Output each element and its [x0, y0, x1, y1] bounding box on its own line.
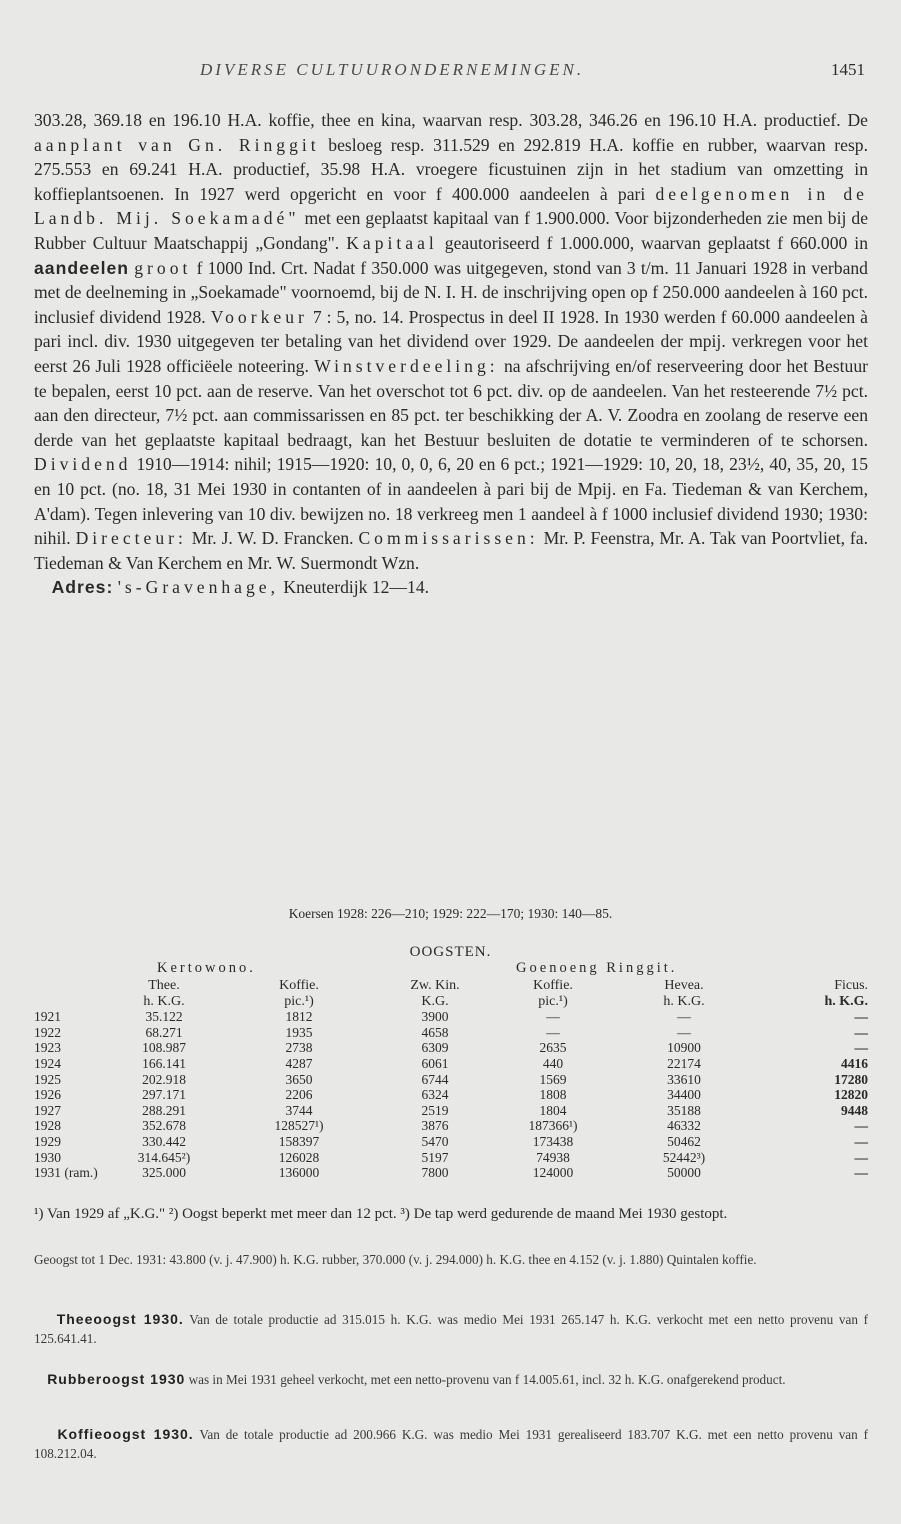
table-cell: 352.678: [142, 1118, 186, 1134]
table-cell: —: [677, 1009, 691, 1025]
table-row: [34, 1009, 868, 1025]
row-year: 1922: [34, 1024, 61, 1040]
table-cell: 187366¹): [528, 1118, 578, 1134]
spaced-term-winstverdeeling: Winstverdeeling:: [314, 355, 499, 376]
table-cell: 6061: [421, 1055, 449, 1071]
table-cell: 325.000: [142, 1165, 186, 1181]
table-cell: —: [854, 1040, 869, 1056]
main-paragraph: [34, 108, 868, 600]
text-run: 7 : 5, no. 14. Prospectus in deel II 1928. In 1930 werden f 60.000 aandeelen à pari incl. div. 1930 uitgegeven ter betaling van het dividend over 1929. De aandeelen der mpij. verkregen voor het eerst 26 Juli 1928 officiëele noteering.: [34, 306, 868, 376]
table-cell: 4658: [421, 1024, 449, 1040]
table-cell: 50000: [667, 1165, 701, 1181]
row-year: 1921: [34, 1009, 61, 1025]
text-run: na afschrijving en/of reserveering door het Bestuur te bepalen, eerst 10 pct. aan de reserve. Van het overschot tot 6 pct. div. op de aandeelen. Van het resteerende 7½ pct. aan den directeur, 7½ pct. aan commissarissen en 85 pct. ter beschikking der A. V. Zoodra en zoolang de reserve een derde van het geplaatste kapitaal bedraagt, kan het Bestuur besluiten de dotatie te verminderen of te schorsen.: [34, 355, 868, 450]
table-row: [34, 1025, 868, 1041]
table-row: [34, 1103, 868, 1119]
row-year: 1931 (ram.): [34, 1165, 98, 1181]
table-row: [34, 1087, 868, 1103]
theeoogst-text: Van de totale productie ad 315.015 h. K.G. was medio Mei 1931 265.147 h. K.G. verkocht met een netto provenu van f 125.641.41.: [34, 1312, 869, 1346]
text-run: f 1.900.000. Voor bijzonderheden zie men bij de Rubber Cultuur Maatschappij „Gondang".: [34, 208, 868, 253]
table-cell: 6309: [421, 1040, 449, 1056]
table-cell: —: [854, 1165, 869, 1181]
table-cell: 34400: [667, 1087, 701, 1103]
column-unit: h. K.G.: [824, 993, 869, 1009]
table-cell: 297.171: [142, 1087, 186, 1103]
column-name: Koffie.: [279, 978, 319, 993]
text-run: besloeg resp. 311.529 en 292.819 H.A. koffie en rubber, waarvan resp. 275.553 en 69.241 H.A. productief, 35.98 H.A. vroegere ficustuinen zijn in het stadium van omzetting in koffieplantsoenen. In 1927 werd opgericht en voor: [34, 134, 869, 204]
table-cell: 35188: [667, 1102, 701, 1118]
table-cell: 2206: [285, 1087, 313, 1103]
page-number: 1451: [831, 60, 865, 79]
table-cell: 330.442: [142, 1133, 186, 1149]
row-year: 1926: [34, 1087, 61, 1103]
table-row: [34, 1150, 868, 1166]
table-cell: 440: [542, 1055, 564, 1071]
table-cell: 5197: [421, 1149, 449, 1165]
table-cell: 33610: [667, 1071, 701, 1087]
table-cell: —: [854, 1009, 869, 1025]
table-cell: —: [546, 1009, 560, 1025]
column-name: Koffie.: [533, 978, 573, 993]
table-cell: 314.645²): [137, 1149, 191, 1165]
row-year: 1927: [34, 1102, 61, 1118]
text-run: Mr. P. Feenstra, Mr. A. Tak van Poortvliet, fa. Tiedeman & Van Kerchem en Mr. W. Suermondt Wzn.: [34, 528, 868, 573]
table-cell: 52442³): [662, 1149, 706, 1165]
table-row: [34, 1072, 868, 1088]
harvest-table: [34, 960, 868, 1181]
table-cell: 136000: [278, 1165, 320, 1181]
page-header: [0, 60, 901, 90]
table-footnote: ¹) Van 1929 af „K.G." ²) Oogst beperkt met meer dan 12 pct. ³) De tap werd gedurende de maand Mei 1930 gestopt.: [34, 1206, 728, 1222]
text-run: Mr. J. W. D. Francken.: [186, 528, 359, 549]
theeoogst-label: Theeoogst 1930.: [56, 1311, 184, 1327]
spaced-term-groot: groot: [134, 257, 192, 278]
table-cell: 22174: [667, 1055, 701, 1071]
table-cell: 68.271: [145, 1024, 183, 1040]
table-row: [34, 1134, 868, 1150]
column-name: Zw. Kin.: [410, 978, 460, 993]
spaced-term-deelgenomen: deelgenomen in de Landb. Mij. Soekamadé": [34, 183, 868, 229]
table-cell: 7800: [421, 1165, 449, 1181]
table-title: OOGSTEN.: [409, 944, 492, 960]
text-run: 303.28, 369.18 en 196.10 H.A. koffie, thee en kina, waarvan resp. 303.28, 346.26 en 196.10 H.A. productief. De: [34, 110, 868, 130]
table-cell: 6324: [421, 1087, 449, 1103]
table-cell: 158397: [278, 1133, 320, 1149]
column-name: Ficus.: [834, 978, 869, 993]
table-cell: —: [854, 1133, 869, 1149]
spaced-term-directeur: Directeur:: [75, 528, 187, 549]
spaced-term-kapitaal: Kapitaal: [346, 232, 438, 253]
column-unit: h. K.G.: [663, 993, 705, 1009]
row-year: 1928: [34, 1118, 61, 1134]
text-run: f 400.000 aandeelen à pari: [435, 183, 656, 204]
table-cell: 173438: [532, 1133, 574, 1149]
running-title: DIVERSE CULTUURONDERNEMINGEN.: [200, 60, 585, 79]
text-run: f 1000 Ind. Crt. Nadat f 350.000 was uitgegeven, stond van 3 t/m. 11 Januari 1928 in verband met de deelneming in „Soekamade" voornoemd, bij de N. I. H. de inschrijving open op f 250.000 aandeelen à 160 pct. inclusief dividend 1928.: [34, 257, 868, 327]
table-cell: 3650: [285, 1071, 313, 1087]
group-goenoeng-ringgit: Goenoeng Ringgit.: [516, 960, 678, 977]
address-city: 's-Gravenhage,: [117, 577, 279, 598]
column-unit: pic.¹): [538, 993, 568, 1009]
table-cell: 12820: [834, 1087, 869, 1103]
table-cell: 50462: [667, 1133, 701, 1149]
table-col-units: [34, 994, 868, 1010]
text-run: met een geplaatst kapitaal van: [299, 208, 525, 229]
row-year: 1925: [34, 1071, 61, 1087]
table-cell: 1808: [539, 1087, 567, 1103]
geoogst-paragraph: Geoogst tot 1 Dec. 1931: 43.800 (v. j. 47.900) h. K.G. rubber, 370.000 (v. j. 294.000) h. K.G. thee en 4.152 (v. j. 1.880) Quintalen koffie.: [34, 1252, 757, 1267]
spaced-term-voorkeur: Voorkeur: [210, 306, 308, 327]
table-col-names: [34, 978, 868, 994]
address-street: Kneuterdijk 12—14.: [279, 577, 430, 598]
column-unit: [34, 994, 102, 1010]
table-cell: 108.987: [142, 1040, 186, 1056]
table-cell: —: [854, 1024, 869, 1040]
table-cell: 1935: [285, 1024, 313, 1040]
column-name: Hevea.: [664, 978, 704, 993]
table-cell: 3900: [421, 1009, 449, 1025]
table-cell: 2738: [285, 1040, 313, 1056]
rubberoogst-text: was in Mei 1931 geheel verkocht, met een netto-provenu van f 14.005.61, incl. 32 h. K.G. onafgerekend product.: [185, 1372, 786, 1387]
table-cell: 74938: [536, 1149, 570, 1165]
theeoogst-paragraph: [34, 1310, 868, 1348]
table-cell: —: [854, 1149, 869, 1165]
column-unit: h. K.G.: [143, 993, 185, 1009]
column-name: Thee.: [148, 978, 180, 993]
group-kertowono: Kertowono.: [157, 960, 256, 977]
text-run: 1910—1914: nihil; 1915—1920: 10, 0, 0, 6, 20 en 6 pct.; 1921—1929: 10, 20, 18, 23½, 40, 35, 20, 15 en 10 pct. (no. 18, 31 Mei 1930 in contanten of in aandeelen à pari bij de Mpij. en Fa. Tiedeman & van Kerchem, A'dam). Tegen inlevering van 10 div. bewijzen no. 18 verkreeg men 1 aandeel à f 1000 inclusief dividend 1930; 1930: nihil.: [34, 454, 868, 549]
table-cell: 166.141: [142, 1055, 186, 1071]
column-name: [34, 978, 102, 994]
table-cell: 9448: [841, 1102, 869, 1118]
table-body: [34, 1009, 868, 1181]
table-cell: 288.291: [142, 1102, 186, 1118]
koersen-line: Koersen 1928: 226—210; 1929: 222—170; 1930: 140—85.: [288, 906, 613, 921]
text-run: geautoriseerd f 1.000.000, waarvan geplaatst f 660.000 in: [437, 232, 868, 253]
row-year: 1923: [34, 1040, 61, 1056]
table-cell: 124000: [532, 1165, 574, 1181]
table-cell: 17280: [834, 1071, 869, 1087]
rubberoogst-paragraph: [34, 1370, 868, 1389]
table-cell: 4416: [841, 1055, 869, 1071]
table-cell: —: [546, 1024, 560, 1040]
table-cell: 126028: [278, 1149, 320, 1165]
table-cell: 1804: [539, 1102, 567, 1118]
row-year: 1924: [34, 1055, 61, 1071]
table-cell: 5470: [421, 1133, 449, 1149]
koffieoogst-paragraph: [34, 1425, 868, 1463]
table-row: [34, 1118, 868, 1134]
table-cell: 1812: [285, 1009, 313, 1025]
table-cell: 128527¹): [274, 1118, 324, 1134]
table-cell: 35.122: [145, 1009, 183, 1025]
table-cell: 3744: [285, 1102, 313, 1118]
table-cell: 2519: [421, 1102, 449, 1118]
spaced-term-dividend: Dividend: [34, 454, 132, 475]
table-row: [34, 1040, 868, 1056]
bold-term-adres: Adres:: [51, 577, 114, 598]
table-cell: —: [854, 1118, 869, 1134]
table-group-header: [34, 960, 868, 978]
table-row: [34, 1165, 868, 1181]
column-unit: pic.¹): [284, 993, 314, 1009]
table-cell: 46332: [667, 1118, 701, 1134]
address-line: [34, 575, 868, 600]
row-year: 1929: [34, 1133, 61, 1149]
spaced-term-aanplant: aanplant van Gn. Ringgit: [34, 134, 320, 155]
column-unit: K.G.: [421, 993, 449, 1009]
row-year: 1930: [34, 1149, 61, 1165]
rubberoogst-label: Rubberoogst 1930: [47, 1371, 186, 1387]
table-cell: 4287: [285, 1055, 313, 1071]
spaced-term-commissarissen: Commissarissen:: [358, 528, 539, 549]
table-cell: 10900: [667, 1040, 701, 1056]
bold-term-aandeelen: aandeelen: [34, 257, 130, 278]
koffieoogst-label: Koffieoogst 1930.: [57, 1426, 194, 1442]
table-cell: 1569: [539, 1071, 567, 1087]
koffieoogst-text: Van de totale productie ad 200.966 K.G. was medio Mei 1931 gerealiseerd 183.707 K.G. met een netto provenu van f 108.212.04.: [34, 1427, 868, 1461]
table-cell: 202.918: [142, 1071, 186, 1087]
table-cell: 6744: [421, 1071, 449, 1087]
table-cell: —: [677, 1024, 691, 1040]
table-cell: 2635: [539, 1040, 567, 1056]
table-row: [34, 1056, 868, 1072]
table-cell: 3876: [421, 1118, 449, 1134]
